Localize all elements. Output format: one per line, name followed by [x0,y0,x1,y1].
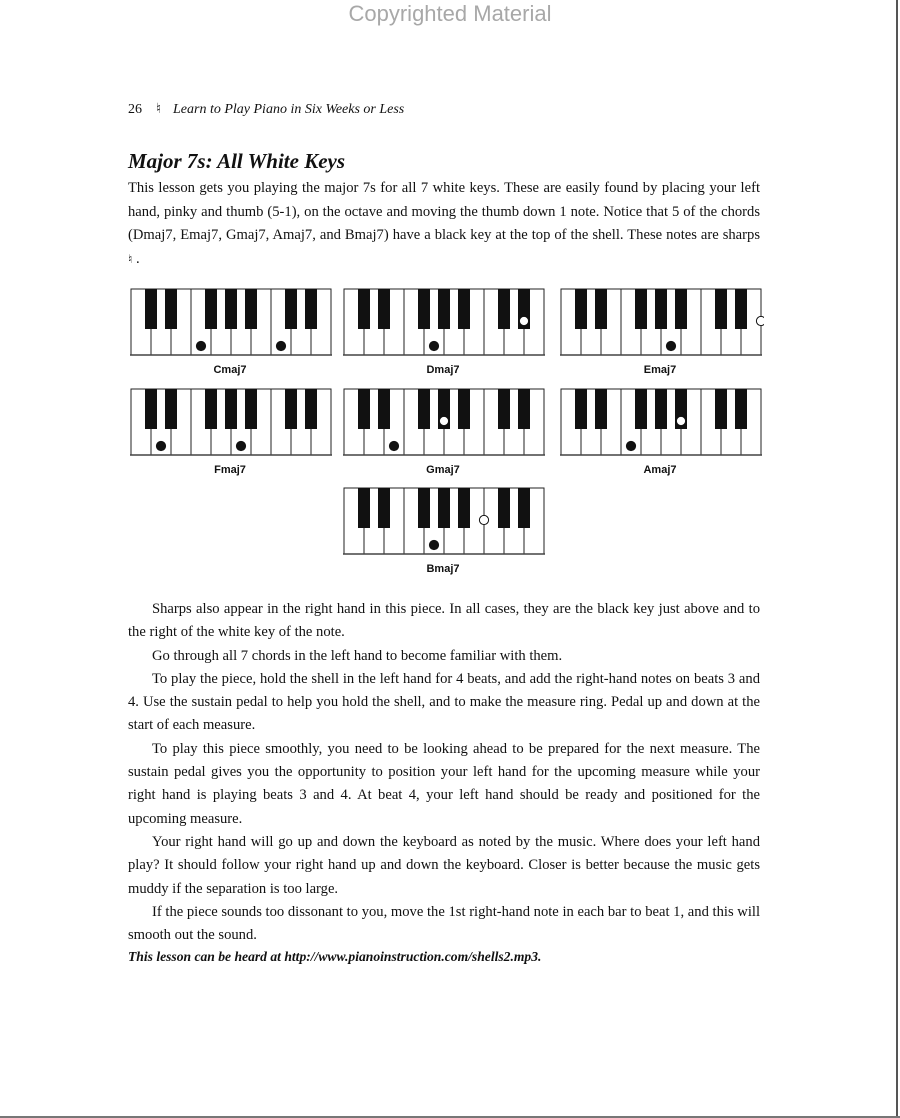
black-key [498,389,510,429]
black-key [635,389,647,429]
paragraph: To play this piece smoothly, you need to be looking ahead to be prepared for the next measure. The sustain pedal gives you the opportunity to position your left hand for the upcoming measure while your right hand is playing beats 3 and 4. At beat 4, your left hand should be ready and positioned for the upcoming measure. [128,740,760,827]
black-key [595,289,607,329]
keyboard-diagram [130,388,334,458]
black-key [635,289,647,329]
black-key [225,389,237,429]
keyboard-gmaj7 [343,388,547,458]
chord-note-dot [156,441,165,450]
keyboard-amaj7 [560,388,764,458]
keyboard-cmaj7 [130,288,334,358]
black-key [358,488,370,528]
black-key [715,389,727,429]
black-key [458,488,470,528]
chord-note-dot [479,515,488,524]
black-key [378,289,390,329]
black-key [675,289,687,329]
chord-label: Emaj7 [643,364,677,376]
black-key [378,389,390,429]
black-key [305,389,317,429]
black-key [438,289,450,329]
chord-note-dot [756,316,764,325]
chord-note-dot [626,441,635,450]
black-key [358,289,370,329]
black-key [498,289,510,329]
chord-note-dot [429,341,438,350]
black-key [655,389,667,429]
keyboard-dmaj7 [343,288,547,358]
chord-note-dot [429,540,438,549]
paragraph: Your right hand will go up and down the keyboard as noted by the music. Where does your left hand play? It should follow your right hand up and down the keyboard. Closer is better because the music gets muddy if the separation is too large. [128,833,760,897]
keyboard-fmaj7 [130,388,334,458]
chord-label: Fmaj7 [214,464,246,476]
black-key [575,289,587,329]
black-key [285,389,297,429]
chord-note-dot [276,341,285,350]
keyboard-emaj7 [560,288,764,358]
black-key [225,289,237,329]
copyright-watermark: Copyrighted Material [348,1,552,26]
black-key [458,389,470,429]
sharp-icon: ♮ [128,251,133,266]
keyboard-diagram [560,388,764,458]
black-key [205,389,217,429]
running-head [128,100,404,120]
black-key [655,289,667,329]
chord-label: Cmaj7 [213,364,247,376]
black-key [165,389,177,429]
black-key [715,289,727,329]
page-edge-right [896,0,898,1118]
chord-note-dot [519,316,528,325]
header-separator-icon: ♮ [156,102,162,117]
intro-paragraph [128,177,760,271]
black-key [145,389,157,429]
black-key [285,289,297,329]
black-key [358,389,370,429]
chord-note-dot [439,416,448,425]
black-key [438,488,450,528]
black-key [418,289,430,329]
book-title: Learn to Play Piano in Six Weeks or Less [173,102,405,117]
black-key [595,389,607,429]
chord-note-dot [236,441,245,450]
paragraph: To play the piece, hold the shell in the left hand for 4 beats, and add the right-hand notes on beats 3 and 4. Use the sustain pedal to help you hold the shell, and to make the measure ring. Pedal up and down at the start of each measure. [128,670,760,734]
chord-note-dot [666,341,675,350]
chord-label: Amaj7 [643,464,677,476]
chord-label: Bmaj7 [426,563,460,575]
paragraph: Sharps also appear in the right hand in this piece. In all cases, they are the black key just above and to the right of the white key of the note. [128,601,760,641]
black-key [245,389,257,429]
black-key [498,488,510,528]
black-key [735,389,747,429]
intro-text: This lesson gets you playing the major 7s for all 7 white keys. These are easily found by placing your left hand, pinky and thumb (5-1), on the octave and moving the thumb down 1 note. Notice that 5 of the chords (Dmaj7, Emaj7, Gmaj7, Amaj7, and Bmaj7) have a black key at the top of the shell. These notes are sharps [128,180,760,243]
black-key [378,488,390,528]
black-key [145,289,157,329]
keyboard-diagram [130,288,334,358]
paragraph: Go through all 7 chords in the left hand to become familiar with them. [152,647,563,664]
black-key [418,488,430,528]
chord-note-dot [676,416,685,425]
black-key [518,389,530,429]
section-title: Major 7s: All White Keys [128,149,346,173]
black-key [165,289,177,329]
keyboard-bmaj7 [343,487,547,557]
body-text [128,598,760,947]
black-key [518,488,530,528]
keyboard-diagram [343,388,547,458]
keyboard-diagram [343,487,547,557]
chord-note-dot [196,341,205,350]
intro-end: . [132,250,140,267]
keyboard-diagram [560,288,764,358]
black-key [418,389,430,429]
chord-label: Dmaj7 [426,364,460,376]
black-key [305,289,317,329]
black-key [458,289,470,329]
black-key [735,289,747,329]
black-key [575,389,587,429]
keyboard-diagram [343,288,547,358]
black-key [245,289,257,329]
lesson-audio-note: This lesson can be heard at http://www.pianoinstruction.com/shells2.mp3. [128,949,542,964]
chord-label: Gmaj7 [426,464,460,476]
chord-note-dot [389,441,398,450]
black-key [205,289,217,329]
page-number: 26 [128,102,142,117]
paragraph: If the piece sounds too dissonant to you, move the 1st right-hand note in each bar to beat 1, and this will smooth out the sound. [128,903,760,944]
